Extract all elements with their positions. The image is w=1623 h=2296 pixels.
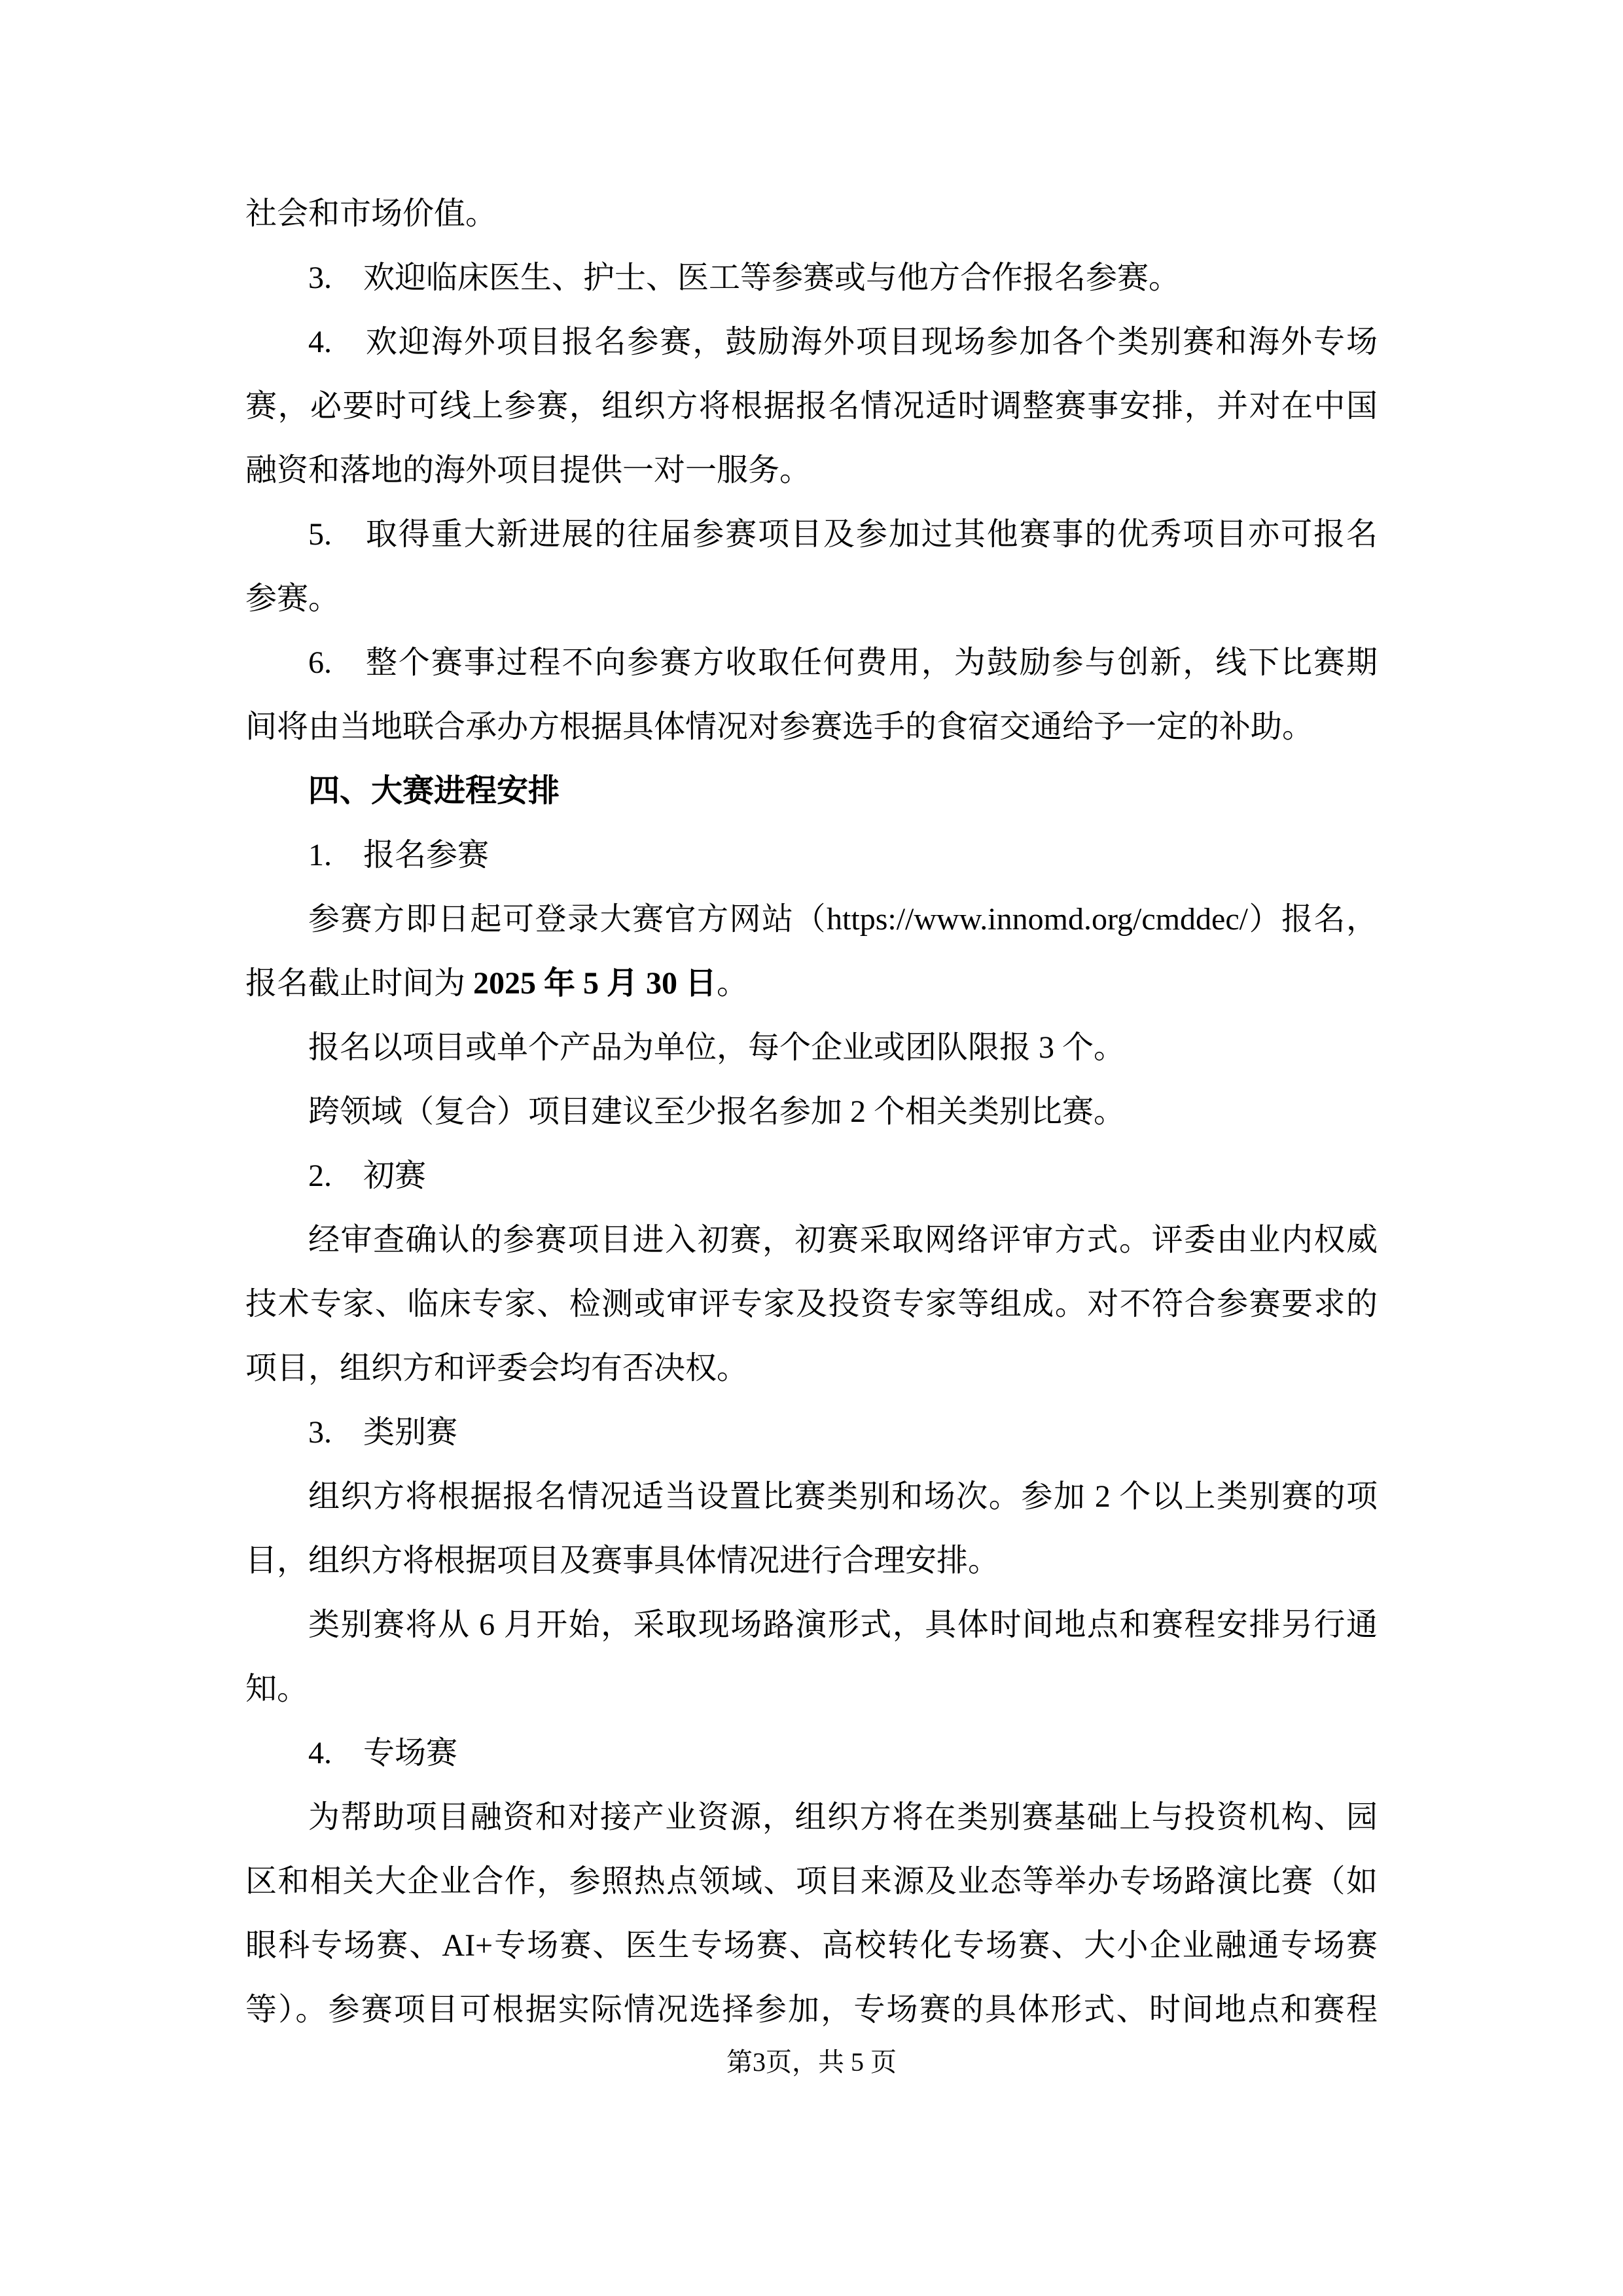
list-item-line: 3. 欢迎临床医生、护士、医工等参赛或与他方合作报名参赛。 bbox=[308, 260, 1181, 295]
body-line: 项目，组织方和评委会均有否决权。 bbox=[245, 1351, 749, 1386]
body-line: 眼科专场赛、AI+专场赛、医生专场赛、高校转化专场赛、大小企业融通专场赛 bbox=[245, 1928, 1378, 1963]
deadline-line bbox=[245, 952, 1378, 1016]
body-line: 组织方将根据报名情况适当设置比赛类别和场次。参加 2 个以上类别赛的项 bbox=[308, 1479, 1378, 1514]
body-line: 等）。参赛项目可根据实际情况选择参加，专场赛的具体形式、时间地点和赛程 bbox=[245, 1992, 1378, 2027]
body-line: 经审查确认的参赛项目进入初赛，初赛采取网络评审方式。评委由业内权威 bbox=[308, 1223, 1378, 1257]
body-line: 参赛。 bbox=[245, 581, 340, 616]
list-item-line: 1. 报名参赛 bbox=[308, 838, 490, 872]
body-line: 知。 bbox=[245, 1672, 309, 1706]
page-footer: 第3页，共 5 页 bbox=[726, 2047, 897, 2077]
body-line: 报名以项目或单个产品为单位，每个企业或团队限报 3 个。 bbox=[308, 1030, 1126, 1065]
list-item-line: 2. 初赛 bbox=[308, 1158, 427, 1193]
list-item-line: 4. 专场赛 bbox=[308, 1736, 458, 1770]
body-line: 跨领域（复合）项目建议至少报名参加 2 个相关类别比赛。 bbox=[308, 1094, 1126, 1129]
body-line: 类别赛将从 6 月开始，采取现场路演形式，具体时间地点和赛程安排另行通 bbox=[308, 1607, 1378, 1642]
deadline-date: 2025 年 5 月 30 日 bbox=[473, 966, 717, 1001]
body-line: 间将由当地联合承办方根据具体情况对参赛选手的食宿交通给予一定的补助。 bbox=[245, 709, 1314, 744]
deadline-prefix: 报名截止时间为 bbox=[245, 966, 474, 1001]
deadline-suffix: 。 bbox=[717, 966, 749, 1001]
body-line: 目，组织方将根据项目及赛事具体情况进行合理安排。 bbox=[245, 1543, 1000, 1578]
section-heading: 四、大赛进程安排 bbox=[308, 774, 560, 808]
list-item-line: 4. 欢迎海外项目报名参赛，鼓励海外项目现场参加各个类别赛和海外专场 bbox=[308, 325, 1378, 359]
list-item-line: 3. 类别赛 bbox=[308, 1415, 458, 1450]
body-line: 赛，必要时可线上参赛，组织方将根据报名情况适时调整赛事安排，并对在中国 bbox=[245, 389, 1378, 423]
body-line: 社会和市场价值。 bbox=[245, 196, 497, 231]
list-item-line: 5. 取得重大新进展的往届参赛项目及参加过其他赛事的优秀项目亦可报名 bbox=[308, 517, 1378, 552]
body-line: 技术专家、临床专家、检测或审评专家及投资专家等组成。对不符合参赛要求的 bbox=[245, 1287, 1378, 1321]
body-line-with-url: 参赛方即日起可登录大赛官方网站（https://www.innomd.org/cmddec/）报名， bbox=[308, 902, 1378, 937]
body-line: 为帮助项目融资和对接产业资源，组织方将在类别赛基础上与投资机构、园 bbox=[308, 1800, 1378, 1835]
body-line: 区和相关大企业合作，参照热点领域、项目来源及业态等举办专场路演比赛（如 bbox=[245, 1864, 1378, 1899]
page-content bbox=[245, 182, 1378, 2042]
list-item-line: 6. 整个赛事过程不向参赛方收取任何费用，为鼓励参与创新，线下比赛期 bbox=[308, 645, 1378, 680]
body-line: 融资和落地的海外项目提供一对一服务。 bbox=[245, 453, 812, 488]
